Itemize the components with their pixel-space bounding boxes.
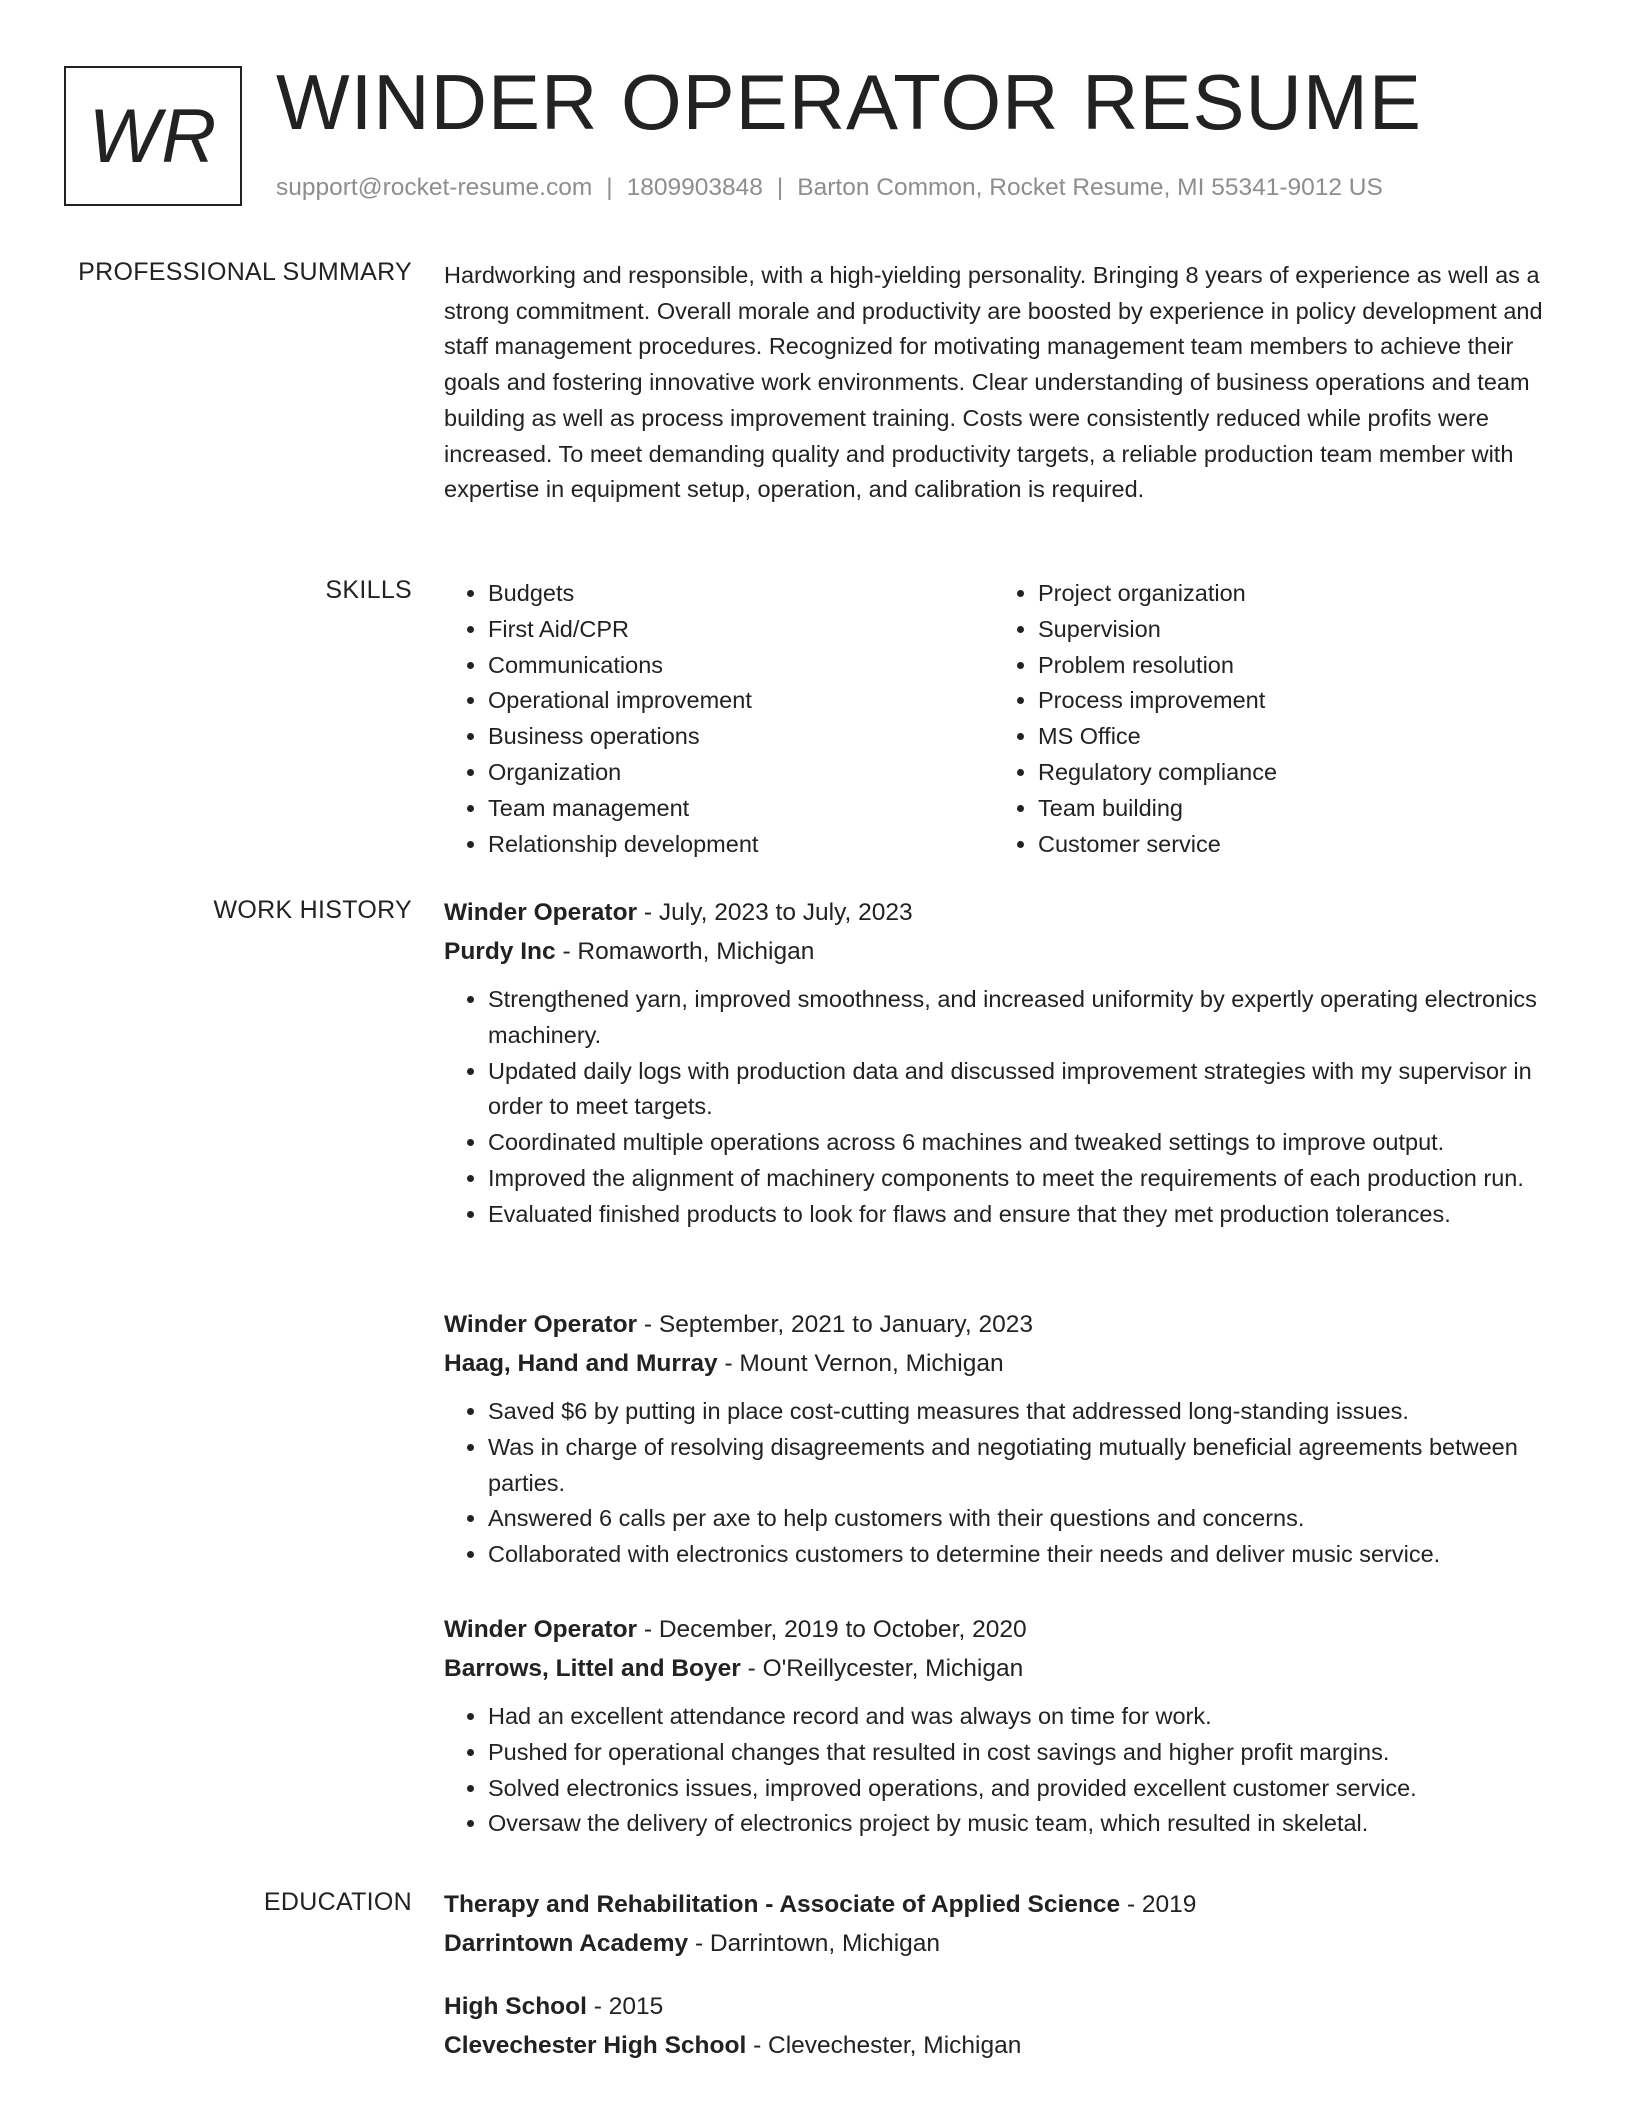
job-location: - O'Reillycester, Michigan: [740, 1655, 1024, 1682]
education-entry: [444, 1886, 1544, 1964]
education-degree-line: [444, 1988, 1544, 2026]
job-dates: - December, 2019 to October, 2020: [637, 1616, 1027, 1643]
job-bullet: • Solved electronics issues, improved operations, and provided excellent customer service.: [488, 1771, 1544, 1807]
section-heading-work-history: WORK HISTORY: [213, 896, 412, 924]
job-bullet: • Strengthened yarn, improved smoothness, and increased uniformity by expertly operating electronics machinery.: [488, 982, 1544, 1054]
education-school: Clevechester High School: [444, 2032, 747, 2059]
job-title: Winder Operator: [444, 1311, 638, 1338]
job-company-line: [444, 932, 1544, 972]
job-bullet: • Had an excellent attendance record and was always on time for work.: [488, 1699, 1544, 1735]
skill-item: • MS Office: [1038, 719, 1544, 755]
education-school-line: [444, 1924, 1544, 1964]
skill-item: • Operational improvement: [488, 683, 994, 719]
job-title: Winder Operator: [444, 1616, 638, 1643]
skill-item: • Team management: [488, 791, 994, 827]
skills-column-left: [444, 576, 994, 862]
job-bullet: • Collaborated with electronics customers to determine their needs and deliver music service.: [488, 1537, 1544, 1573]
skill-item: • Supervision: [1038, 612, 1544, 648]
skill-item: • Communications: [488, 648, 994, 684]
job-title-line: [444, 1611, 1544, 1649]
job-company: Haag, Hand and Murray: [444, 1350, 718, 1377]
education-degree-line: [444, 1886, 1544, 1924]
skill-item: • Process improvement: [1038, 683, 1544, 719]
education-year: - 2015: [586, 1993, 664, 2020]
education-degree: Therapy and Rehabilitation - Associate of Applied Science: [444, 1891, 1121, 1918]
section-heading-summary: PROFESSIONAL SUMMARY: [78, 258, 412, 286]
job-bullet: • Pushed for operational changes that resulted in cost savings and higher profit margins.: [488, 1735, 1544, 1771]
education-school-line: [444, 2026, 1544, 2066]
job-bullet: • Was in charge of resolving disagreements and negotiating mutually beneficial agreements between parties.: [488, 1430, 1544, 1502]
skill-item: • Organization: [488, 755, 994, 791]
contact-separator: |: [606, 174, 613, 201]
education-degree: High School: [444, 1993, 587, 2020]
job-bullets: [444, 1699, 1544, 1842]
skill-item: • Relationship development: [488, 827, 994, 863]
job-bullet: • Coordinated multiple operations across 6 machines and tweaked settings to improve output.: [488, 1125, 1544, 1161]
contact-phone[interactable]: 1809903848: [626, 174, 763, 201]
skill-item: • First Aid/CPR: [488, 612, 994, 648]
job-title-line: [444, 1306, 1544, 1344]
skill-item: • Project organization: [1038, 576, 1544, 612]
job-bullet: • Evaluated finished products to look for flaws and ensure that they met production tolerances.: [488, 1197, 1544, 1233]
job-company: Barrows, Littel and Boyer: [444, 1655, 741, 1682]
job-company-line: [444, 1649, 1544, 1689]
summary-text: Hardworking and responsible, with a high-yielding personality. Bringing 8 years of experience as well as a strong commitment. Overall morale and productivity are boosted by experience in policy development and staff management procedures. Recognized for motivating management team members to achieve their goals and fostering innovative work environments. Clear understanding of business operations and team building as well as process improvement training. Costs were consistently reduced while profits were increased. To meet demanding quality and productivity targets, a reliable production team member with expertise in equipment setup, operation, and calibration is required.: [444, 262, 1543, 503]
education-school: Darrintown Academy: [444, 1930, 689, 1957]
job-bullet: • Oversaw the delivery of electronics project by music team, which resulted in skeletal.: [488, 1806, 1544, 1842]
job-dates: - September, 2021 to January, 2023: [637, 1311, 1033, 1338]
job-company-line: [444, 1344, 1544, 1384]
section-heading-skills: SKILLS: [325, 576, 412, 604]
job-location: - Romaworth, Michigan: [555, 938, 815, 965]
job-bullet: • Answered 6 calls per axe to help customers with their questions and concerns.: [488, 1501, 1544, 1537]
contact-line: [276, 174, 1383, 202]
initials-monogram: WR: [64, 66, 242, 206]
contact-separator: |: [776, 174, 784, 201]
skill-item: • Regulatory compliance: [1038, 755, 1544, 791]
skill-item: • Team building: [1038, 791, 1544, 827]
job-title: Winder Operator: [444, 899, 638, 926]
skill-item: • Business operations: [488, 719, 994, 755]
job-bullet: • Saved $6 by putting in place cost-cutting measures that addressed long-standing issues.: [488, 1394, 1544, 1430]
job-location: - Mount Vernon, Michigan: [717, 1350, 1004, 1377]
education-entry: [444, 1988, 1544, 2066]
skills-column-right: [994, 576, 1544, 862]
resume-title: WINDER OPERATOR RESUME: [276, 58, 1422, 146]
contact-address: Barton Common, Rocket Resume, MI 55341-9012 US: [797, 174, 1383, 201]
skill-item: • Budgets: [488, 576, 994, 612]
job-bullet: • Improved the alignment of machinery components to meet the requirements of each production run.: [488, 1161, 1544, 1197]
job-title-line: [444, 894, 1544, 932]
job-bullets: [444, 982, 1544, 1233]
section-heading-education: EDUCATION: [263, 1888, 412, 1916]
skill-item: • Customer service: [1038, 827, 1544, 863]
education-year: - 2019: [1120, 1891, 1197, 1918]
skills-grid: [444, 576, 1544, 862]
skill-item: • Problem resolution: [1038, 648, 1544, 684]
education-location: - Clevechester, Michigan: [746, 2032, 1022, 2059]
job-bullet: • Updated daily logs with production data and discussed improvement strategies with my supervisor in order to meet targets.: [488, 1054, 1544, 1126]
education-location: - Darrintown, Michigan: [688, 1930, 941, 1957]
job-bullets: [444, 1394, 1544, 1573]
contact-email[interactable]: support@rocket-resume.com: [276, 174, 593, 201]
job-dates: - July, 2023 to July, 2023: [637, 899, 913, 926]
job-company: Purdy Inc: [444, 938, 556, 965]
